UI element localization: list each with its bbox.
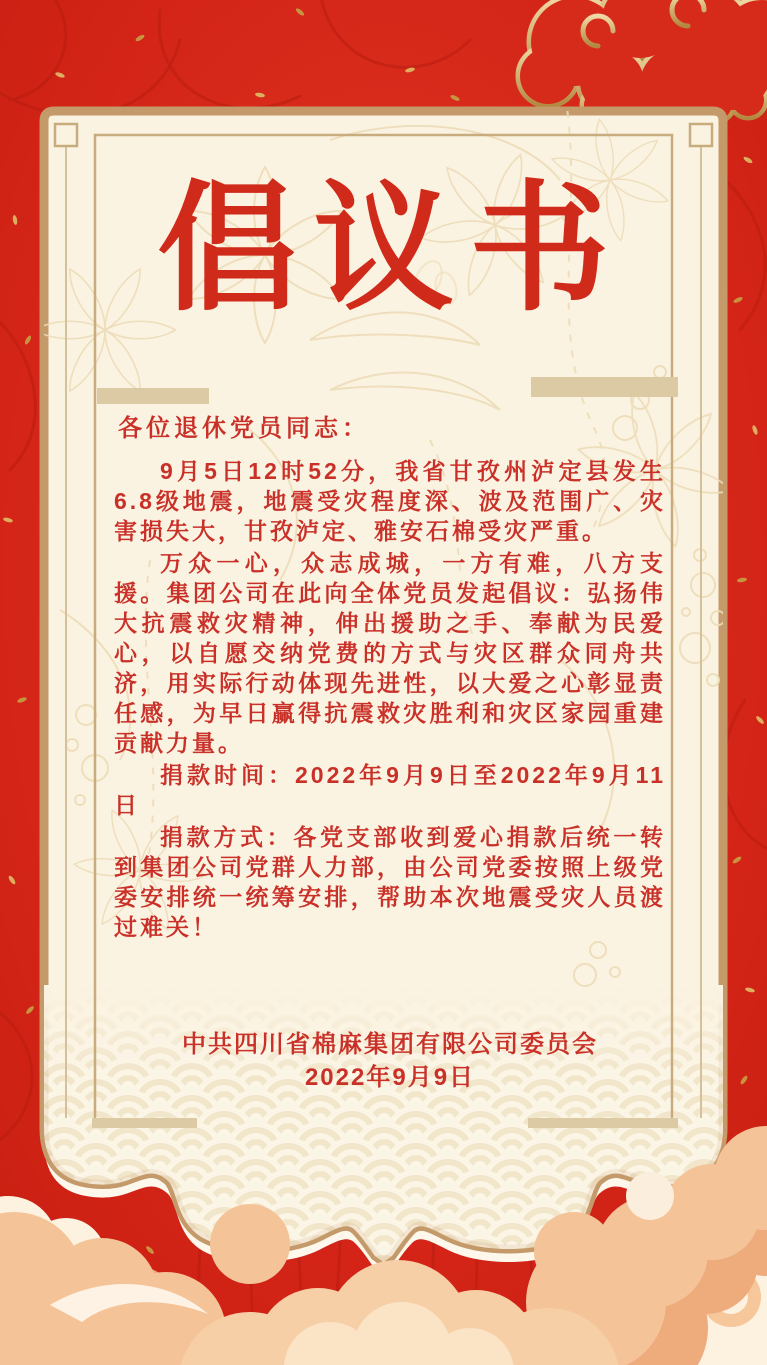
- signature-block: [114, 1028, 666, 1094]
- salutation: 各位退休党员同志：: [118, 415, 370, 442]
- signature-org: 中共四川省棉麻集团有限公司委员会: [182, 1031, 598, 1058]
- poster-title: 倡议书: [157, 167, 626, 331]
- signature-date: 2022年9月9日: [304, 1064, 476, 1091]
- body-paragraph: 9月5日12时52分，我省甘孜州泸定县发生6.8级地震，地震受灾程度深、波及范围广、灾害损失大，甘孜泸定、雅安石棉受灾严重。: [114, 458, 666, 544]
- body-paragraph: 万众一心，众志成城，一方有难，八方支援。集团公司在此向全体党员发起倡议：弘扬伟大抗震救灾精神，伸出援助之手、奉献为民爱心，以自愿交纳党费的方式与灾区群众同舟共济，用实际行动体现先进性，以大爱之心彰显责任感，为早日赢得抗震救灾胜利和灾区家园重建贡献力量。: [114, 550, 666, 756]
- body-paragraph: 捐款时间：2022年9月9日至2022年9月11日: [114, 762, 666, 818]
- body-paragraph: 捐款方式：各党支部收到爱心捐款后统一转到集团公司党群人力部，由公司党委按照上级党委安排统一统筹安排，帮助本次地震受灾人员渡过难关！: [114, 824, 666, 940]
- body-text: [114, 456, 666, 944]
